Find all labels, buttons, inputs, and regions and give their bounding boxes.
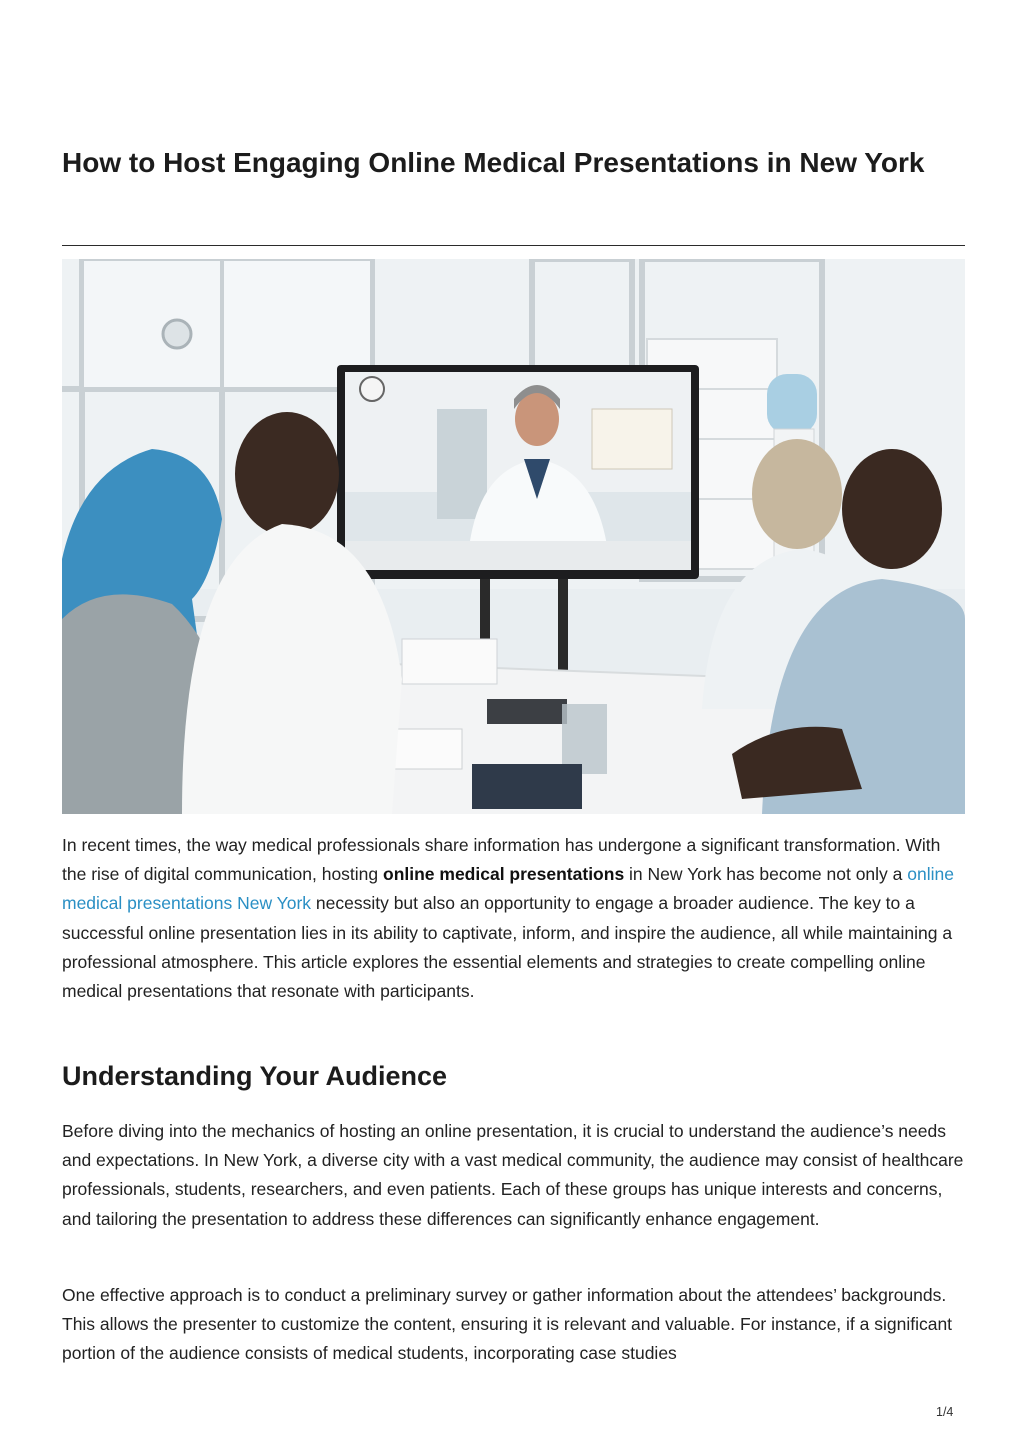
intro-paragraph <box>62 831 965 1006</box>
paragraph-survey: One effective approach is to conduct a preliminary survey or gather information about the attendees’ backgrounds. This allows the presenter to customize the content, ensuring it is relevant and valuable. For instance, if a significant portion of the audience consists of medical students, incorporating case studies <box>62 1285 953 1364</box>
paragraph-audience-needs: Before diving into the mechanics of hosting an online presentation, it is crucial to understand the audience’s needs and expectations. In New York, a diverse city with a vast medical community, the audience may consist of healthcare professionals, students, researchers, and even patients. Each of these groups has unique interests and concerns, and tailoring the presentation to address these differences can significantly enhance engagement. <box>62 1121 964 1229</box>
intro-text-1: In recent times, the way medical professionals share information has undergone a significant transformation. With the rise of digital communication, hosting <box>62 835 941 885</box>
intro-text-2: in New York has become not only a <box>624 864 908 885</box>
page-title: How to Host Engaging Online Medical Presentations in New York <box>62 147 925 178</box>
page-number: 1/4 <box>936 1405 954 1419</box>
hero-image <box>62 259 965 814</box>
intro-link[interactable]: online medical presentations New York <box>62 864 954 914</box>
section-heading: Understanding Your Audience <box>62 1061 448 1091</box>
intro-bold-text: online medical presentations <box>383 864 625 885</box>
title-divider <box>62 245 965 246</box>
intro-text-3: necessity but also an opportunity to engage a broader audience. The key to a successful online presentation lies in its ability to captivate, inform, and inspire the audience, all while maintaining a professional atmosphere. This article explores the essential elements and strategies to create compelling online medical presentations that resonate with participants. <box>62 893 953 1002</box>
